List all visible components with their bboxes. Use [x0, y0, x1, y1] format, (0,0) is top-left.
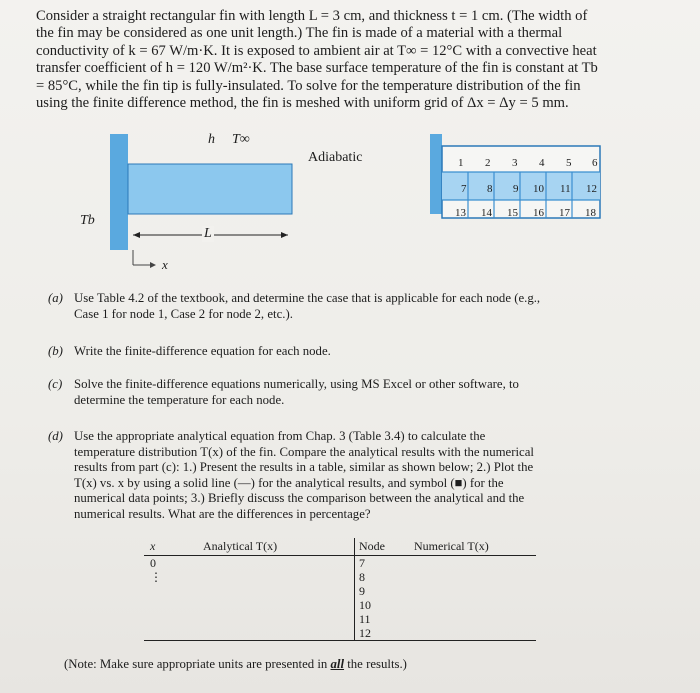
- node-label: 11: [560, 183, 571, 195]
- question-b: [48, 344, 648, 360]
- question-label: (b): [48, 344, 63, 358]
- h-label: h: [208, 132, 215, 147]
- note-emphasis: all: [330, 657, 345, 671]
- node-label: 5: [566, 157, 572, 169]
- question-line: Use the appropriate analytical equation from Chap. 3 (Table 3.4) to calculate the: [74, 429, 486, 443]
- node-label: 17: [559, 207, 570, 219]
- intro-line: transfer coefficient of h = 120 W/m²·K. The base surface temperature of the fin is constant at Tb: [36, 60, 598, 77]
- intro-line: the fin may be considered as one unit length.) The fin is made of a material with a thermal: [36, 25, 563, 42]
- length-arrow-right-icon: [281, 232, 288, 238]
- intro-line: using the finite difference method, the fin is meshed with uniform grid of Δx = Δy = 5 mm.: [36, 95, 569, 112]
- results-table: [144, 538, 536, 641]
- table-row: [144, 556, 536, 571]
- intro-line: = 85°C, while the fin tip is fully-insulated. To solve for the temperature distribution of the fin: [36, 77, 581, 94]
- node-label: 4: [539, 157, 545, 169]
- fin-body: [128, 164, 292, 214]
- intro-line: conductivity of k = 67 W/m·K. It is exposed to ambient air at T∞ = 12°C with a convective heat: [36, 42, 597, 59]
- x-axis-label: x: [162, 257, 168, 272]
- node-label: 12: [586, 183, 597, 195]
- node-label: 6: [592, 157, 598, 169]
- question-line: Case 1 for node 1, Case 2 for node 2, etc.).: [74, 306, 293, 321]
- x-axis-arrow-icon: [150, 262, 156, 268]
- length-arrow-left-icon: [133, 232, 140, 238]
- base-wall: [110, 134, 128, 250]
- table-header-numerical: Numerical T(x): [414, 539, 489, 553]
- intro-line: Consider a straight rectangular fin with length L = 3 cm, and thickness t = 1 cm. (The width of: [36, 8, 588, 24]
- tinf-label: T∞: [232, 132, 250, 147]
- table-row: [144, 598, 536, 612]
- question-line: numerical data points; 3.) Briefly discuss the comparison between the analytical and the: [74, 491, 525, 505]
- node-label: 2: [485, 157, 491, 169]
- node-label: 3: [512, 157, 518, 169]
- question-a: [48, 291, 648, 322]
- node-label: 18: [585, 207, 596, 219]
- question-line: Write the finite-difference equation for each node.: [74, 344, 331, 358]
- table-row: [144, 612, 536, 626]
- table-header-x: x: [150, 539, 156, 553]
- question-line: Solve the finite-difference equations numerically, using MS Excel or other software, to: [74, 377, 519, 391]
- table-row: [144, 626, 536, 641]
- node-cell: 12: [359, 626, 371, 640]
- table-row: [144, 570, 536, 584]
- note-prefix: (Note: Make sure appropriate units are presented in: [64, 657, 331, 671]
- units-note: [64, 657, 407, 672]
- question-line: Use Table 4.2 of the textbook, and determine the case that is applicable for each node (e.g.,: [74, 291, 541, 305]
- node-cell: 11: [359, 612, 371, 626]
- table-header-analytical: Analytical T(x): [191, 538, 355, 556]
- question-c: [48, 377, 648, 408]
- node-cell: 7: [359, 556, 365, 570]
- x-cell: ⋮: [150, 570, 162, 584]
- adiabatic-label: Adiabatic: [308, 150, 363, 165]
- question-label: (c): [48, 377, 63, 391]
- node-cell: 8: [359, 570, 365, 584]
- question-line: temperature distribution T(x) of the fin. Compare the analytical results with the numerical: [74, 444, 534, 459]
- question-line: results from part (c): 1.) Present the results in a table, similar as shown below; 2.) Plot the: [74, 460, 534, 474]
- grid-outer-wall: [430, 134, 442, 214]
- table-row: [144, 584, 536, 598]
- question-label: (a): [48, 291, 63, 305]
- question-label: (d): [48, 429, 63, 443]
- node-label: 14: [481, 207, 492, 219]
- table-header-node: Node: [359, 539, 385, 553]
- node-label: 13: [455, 207, 466, 219]
- tb-label: Tb: [80, 213, 95, 228]
- node-label: 16: [533, 207, 544, 219]
- question-line: determine the temperature for each node.: [74, 392, 285, 407]
- node-label: 1: [458, 157, 464, 169]
- question-line: numerical results. What are the differences in percentage?: [74, 506, 371, 521]
- node-cell: 9: [359, 584, 365, 598]
- node-label: 9: [513, 183, 519, 195]
- x-cell: 0: [150, 556, 156, 570]
- question-line: T(x) vs. x by using a solid line (—) for the analytical results, and symbol (■) for the: [74, 475, 504, 490]
- node-label: 7: [461, 183, 467, 195]
- length-label: L: [204, 226, 212, 241]
- node-label: 15: [507, 207, 518, 219]
- node-label: 10: [533, 183, 544, 195]
- node-label: 8: [487, 183, 493, 195]
- question-d: [48, 429, 648, 522]
- note-suffix: the results.): [344, 657, 407, 671]
- node-cell: 10: [359, 598, 371, 612]
